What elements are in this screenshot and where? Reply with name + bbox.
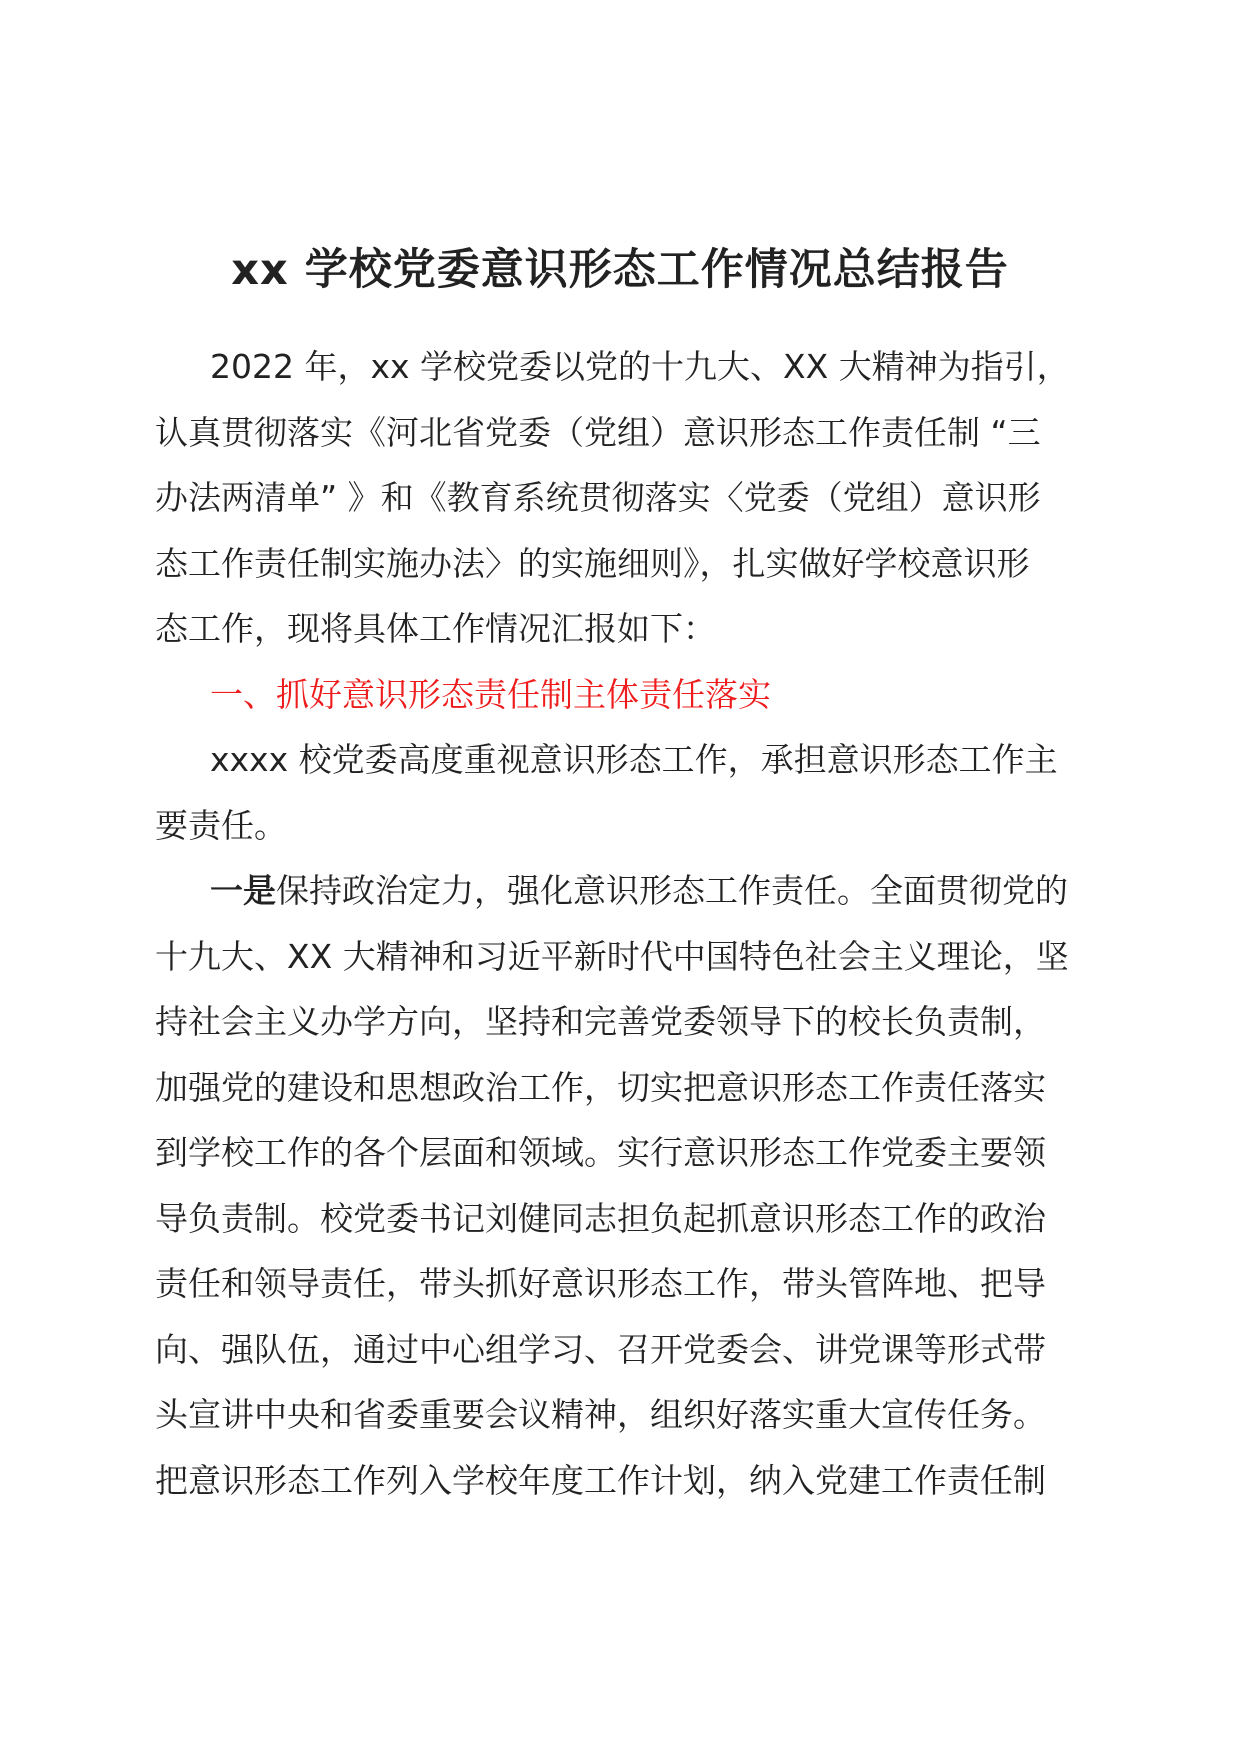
point-one-first-line [155,858,1085,924]
document-title: xx 学校党委意识形态工作情况总结报告 [231,245,1009,295]
section-intro-line: xxxx 校党委高度重视意识形态工作，承担意识形态工作主 [210,740,1058,779]
intro-line: 2022 年，xx 学校党委以党的十九大、XX 大精神为指引， [210,347,1070,386]
point-one-line: 加强党的建设和思想政治工作，切实把意识形态工作责任落实 [155,1067,1046,1107]
intro-paragraph [155,334,1085,662]
point-one-line: 责任和领导责任，带头抓好意识形态工作，带头管阵地、把导 [155,1264,1046,1303]
intro-line: 认真贯彻落实《河北省党委（党组）意识形态工作责任制 “三 [155,412,1041,452]
intro-line: 态工作责任制实施办法〉的实施细则》，扎实做好学校意识形 [155,543,1030,583]
point-one-line: 把意识形态工作列入学校年度工作计划，纳入党建工作责任制 [155,1460,1046,1500]
point-one-lead: 一是 [210,871,276,910]
point-one-line: 十九大、XX 大精神和习近平新时代中国特色社会主义理论，坚 [155,936,1069,976]
point-one-line: 到学校工作的各个层面和领域。实行意识形态工作党委主要领 [155,1133,1046,1172]
point-one-line: 向、强队伍，通过中心组学习、召开党委会、讲党课等形式带 [155,1329,1046,1369]
point-one-line: 持社会主义办学方向，坚持和完善党委领导下的校长负责制， [155,1002,1046,1041]
point-one-line: 导负责制。校党委书记刘健同志担负起抓意识形态工作的政治 [155,1198,1046,1238]
section-heading: 一、抓好意识形态责任制主体责任落实 [210,674,771,714]
section-intro-line: 要责任。 [155,805,287,845]
point-one-line: 头宣讲中央和省委重要会议精神，组织好落实重大宣传任务。 [155,1395,1046,1434]
document-body [155,334,1085,1513]
section-intro-paragraph [155,727,1085,858]
point-one-paragraph [155,858,1085,1513]
point-one-first-line-text: 保持政治定力，强化意识形态工作责任。全面贯彻党的 [276,871,1068,910]
intro-line: 办法两清单” 》和《教育系统贯彻落实〈党委（党组）意识形 [155,478,1041,517]
intro-line: 态工作，现将具体工作情况汇报如下： [155,609,716,648]
